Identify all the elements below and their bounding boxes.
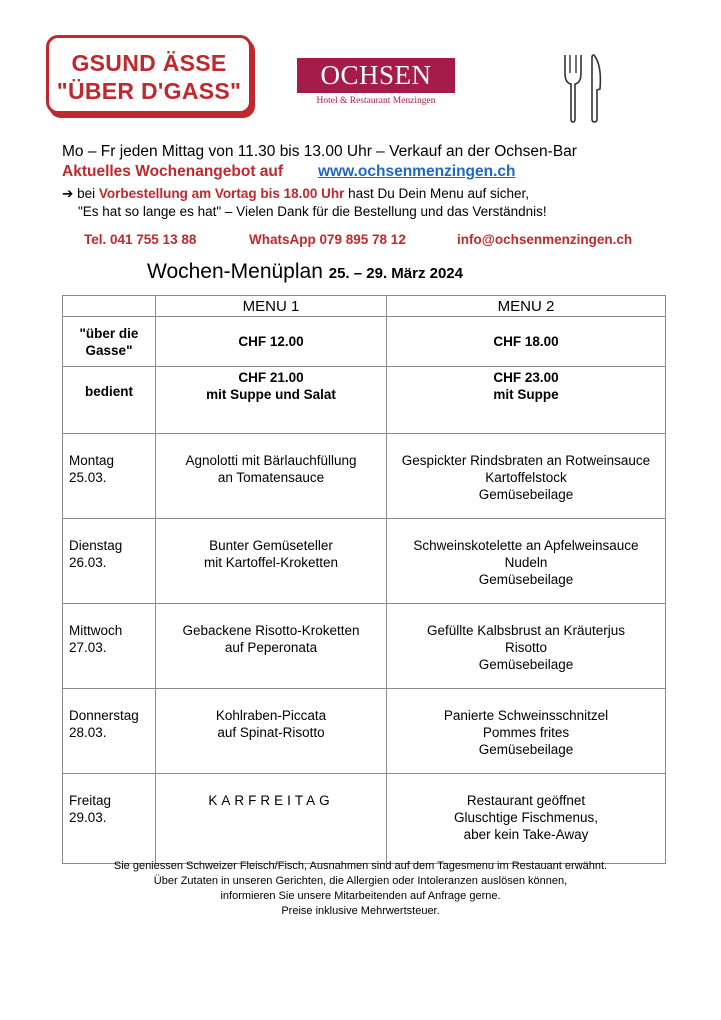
website-link[interactable]: www.ochsenmenzingen.ch [318,163,516,180]
menu1-cell: Agnolotti mit Bärlauchfüllung an Tomatensauce [156,434,387,519]
email-address[interactable]: info@ochsenmenzingen.ch [457,232,633,247]
gasse-label: "über die Gasse" [63,317,156,367]
day-cell: Dienstag 26.03. [63,519,156,604]
footer-note [0,859,721,919]
day-cell: Mittwoch 27.03. [63,604,156,689]
opening-hours: Mo – Fr jeden Mittag von 11.30 bis 13.00 Uhr – Verkauf an der Ochsen-Bar [62,143,577,160]
day-cell: Freitag 29.03. [63,774,156,864]
page-title-main: Wochen-Menüplan [147,260,323,283]
menu1-cell [156,774,387,864]
preorder-deadline: Vorbestellung am Vortag bis 18.00 Uhr [98,186,345,201]
ochsen-logo-name: OCHSEN [320,60,432,90]
gsund-aesse-badge [46,35,252,114]
table-row [63,689,666,774]
footer-line: Über Zutaten in unseren Gerichten, die Allergien oder Intoleranzen auslösen können, [153,875,568,887]
table-row [63,434,666,519]
badge-line2: "ÜBER D'GASS" [56,78,242,104]
menu-table [62,295,666,864]
footer-line: Sie geniessen Schweizer Fleisch/Fisch, Ausnahmen sind auf dem Tagesmenu im Restauant erwähnt. [113,860,608,872]
menu2-cell: Gespickter Rindsbraten an Rotweinsauce Kartoffelstock Gemüsebeilage [387,434,666,519]
bedient-menu2-price: CHF 23.00 mit Suppe [387,367,666,434]
thanks-note: "Es hat so lange es hat" – Vielen Dank für die Bestellung und das Verständnis! [78,204,547,219]
page-title-dates: 25. – 29. März 2024 [328,265,463,282]
fork-knife-icon [560,53,604,123]
arrow-right-icon: ➔ [62,186,74,201]
price-row-gasse [63,317,666,367]
bedient-menu1-price: CHF 21.00 mit Suppe und Salat [156,367,387,434]
header-menu1: MENU 1 [156,296,387,317]
table-header-row [63,296,666,317]
day-cell: Montag 25.03. [63,434,156,519]
header-empty [63,296,156,317]
badge-line1: GSUND ÄSSE [71,50,227,76]
weekly-offer-label: Aktuelles Wochenangebot auf [62,163,284,180]
table-row [63,604,666,689]
header-menu2: MENU 2 [387,296,666,317]
menu1-cell: Gebackene Risotto-Kroketten auf Peperonata [156,604,387,689]
karfreitag-label: KARFREITAG [208,793,334,808]
gasse-menu1-price: CHF 12.00 [156,317,387,367]
menu1-cell: Bunter Gemüseteller mit Kartoffel-Kroketten [156,519,387,604]
menu2-cell: Gefüllte Kalbsbrust an Kräuterjus Risotto Gemüsebeilage [387,604,666,689]
phone-number[interactable]: Tel. 041 755 13 88 [84,232,197,247]
menu2-cell: Restaurant geöffnet Gluschtige Fischmenus, aber kein Take-Away [387,774,666,864]
day-cell: Donnerstag 28.03. [63,689,156,774]
ochsen-logo-subtitle: Hotel & Restaurant Menzingen [316,96,436,106]
whatsapp-number[interactable]: WhatsApp 079 895 78 12 [249,232,406,247]
preorder-note: ➔ bei Vorbestellung am Vortag bis 18.00 Uhr hast Du Dein Menu auf sicher, [62,186,530,201]
menu1-cell: Kohlraben-Piccata auf Spinat-Risotto [156,689,387,774]
ochsen-logo [297,58,457,114]
table-row [63,774,666,864]
menu2-cell: Schweinskotelette an Apfelweinsauce Nudeln Gemüsebeilage [387,519,666,604]
page-title [147,260,463,284]
footer-line: informieren Sie unsere Mitarbeitenden auf Anfrage gerne. [220,890,501,902]
table-row [63,519,666,604]
footer-line: Preise inklusive Mehrwertsteuer. [281,905,440,917]
bedient-label: bedient [63,367,156,434]
gasse-menu2-price: CHF 18.00 [387,317,666,367]
menu2-cell: Panierte Schweinsschnitzel Pommes frites Gemüsebeilage [387,689,666,774]
price-row-bedient [63,367,666,434]
